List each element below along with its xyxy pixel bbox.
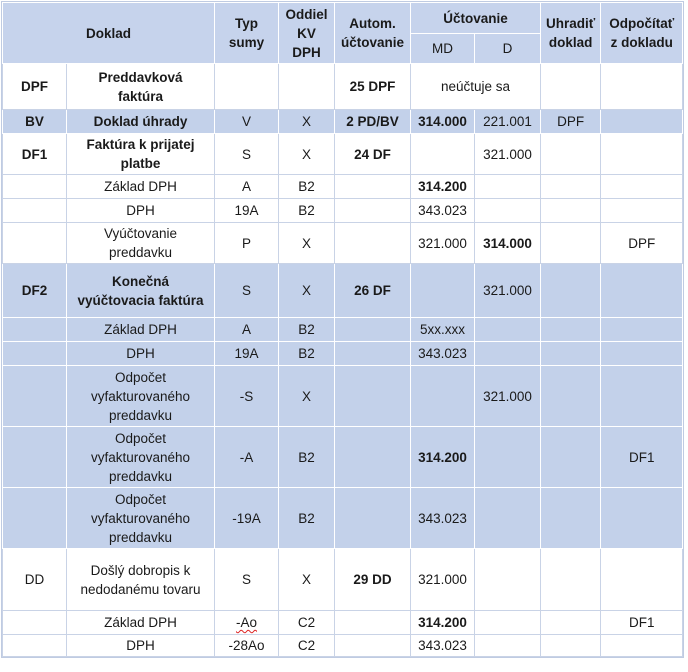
md-value — [411, 264, 475, 318]
typ-sumy: -S — [215, 366, 279, 427]
oddiel-kv: X — [279, 366, 335, 427]
odpocitat — [601, 488, 683, 549]
uhradit — [541, 549, 601, 611]
doc-code: DPF — [3, 64, 67, 110]
md-value: 5xx.xxx — [411, 318, 475, 342]
autom-uctovanie — [335, 342, 411, 366]
d-value — [475, 549, 541, 611]
uhradit — [541, 366, 601, 427]
col-header-md: MD — [411, 34, 475, 64]
col-header-typ-sumy: Typ sumy — [215, 3, 279, 64]
col-header-uhradit-doklad: Uhradiť doklad — [541, 3, 601, 64]
typ-sumy: -28Ao — [215, 635, 279, 657]
doc-code — [3, 199, 67, 223]
table-row — [3, 342, 683, 366]
autom-uctovanie — [335, 318, 411, 342]
typ-sumy: S — [215, 264, 279, 318]
doc-name: DPH — [67, 342, 215, 366]
d-value — [475, 427, 541, 488]
odpocitat — [601, 318, 683, 342]
table-row — [3, 427, 683, 488]
table-row — [3, 134, 683, 175]
uhradit — [541, 64, 601, 110]
d-value: 321.000 — [475, 134, 541, 175]
md-value: 343.023 — [411, 199, 475, 223]
doc-name: Odpočet vyfakturovaného preddavku — [67, 366, 215, 427]
odpocitat — [601, 134, 683, 175]
uhradit — [541, 318, 601, 342]
odpocitat — [601, 635, 683, 657]
doc-name: DPH — [67, 635, 215, 657]
doc-code — [3, 366, 67, 427]
uctovanie-merged: neúčtuje sa — [411, 64, 541, 110]
md-value: 321.000 — [411, 223, 475, 264]
table-row — [3, 110, 683, 134]
d-value — [475, 611, 541, 635]
uhradit — [541, 134, 601, 175]
oddiel-kv: X — [279, 264, 335, 318]
doc-name: Odpočet vyfakturovaného preddavku — [67, 427, 215, 488]
d-value: 221.001 — [475, 110, 541, 134]
d-value: 321.000 — [475, 366, 541, 427]
md-value — [411, 134, 475, 175]
d-value — [475, 175, 541, 199]
uhradit — [541, 488, 601, 549]
table-row — [3, 264, 683, 318]
d-value — [475, 635, 541, 657]
autom-uctovanie — [335, 223, 411, 264]
typ-sumy: -A — [215, 427, 279, 488]
doc-name: Preddavková faktúra — [67, 64, 215, 110]
oddiel-kv: B2 — [279, 427, 335, 488]
table-row — [3, 318, 683, 342]
doc-name: Odpočet vyfakturovaného preddavku — [67, 488, 215, 549]
uhradit — [541, 611, 601, 635]
oddiel-kv: B2 — [279, 488, 335, 549]
uhradit — [541, 264, 601, 318]
uhradit — [541, 342, 601, 366]
autom-uctovanie: 2 PD/BV — [335, 110, 411, 134]
autom-uctovanie — [335, 611, 411, 635]
d-value — [475, 342, 541, 366]
odpocitat: DF1 — [601, 611, 683, 635]
autom-uctovanie — [335, 488, 411, 549]
d-value — [475, 488, 541, 549]
typ-sumy: A — [215, 318, 279, 342]
oddiel-kv: X — [279, 549, 335, 611]
d-value — [475, 199, 541, 223]
uhradit: DPF — [541, 110, 601, 134]
md-value: 314.200 — [411, 175, 475, 199]
odpocitat — [601, 199, 683, 223]
odpocitat — [601, 264, 683, 318]
doc-code — [3, 223, 67, 264]
table-row — [3, 199, 683, 223]
doc-name: Doklad úhrady — [67, 110, 215, 134]
typ-sumy: S — [215, 549, 279, 611]
md-value: 343.023 — [411, 635, 475, 657]
table-row — [3, 635, 683, 657]
autom-uctovanie: 26 DF — [335, 264, 411, 318]
doc-name: DPH — [67, 199, 215, 223]
oddiel-kv: C2 — [279, 611, 335, 635]
odpocitat: DPF — [601, 223, 683, 264]
d-value — [475, 318, 541, 342]
odpocitat — [601, 342, 683, 366]
doc-name: Základ DPH — [67, 175, 215, 199]
oddiel-kv: B2 — [279, 175, 335, 199]
doc-code: DF2 — [3, 264, 67, 318]
doc-code: DD — [3, 549, 67, 611]
autom-uctovanie — [335, 366, 411, 427]
doc-code — [3, 427, 67, 488]
typ-sumy: -19A — [215, 488, 279, 549]
doc-code: DF1 — [3, 134, 67, 175]
typ-sumy: 19A — [215, 199, 279, 223]
oddiel-kv: B2 — [279, 199, 335, 223]
table-row — [3, 488, 683, 549]
autom-uctovanie: 29 DD — [335, 549, 411, 611]
typ-sumy: V — [215, 110, 279, 134]
oddiel-kv: X — [279, 110, 335, 134]
typ-sumy: P — [215, 223, 279, 264]
table-row — [3, 611, 683, 635]
md-value: 343.023 — [411, 488, 475, 549]
table-row — [3, 366, 683, 427]
autom-uctovanie — [335, 175, 411, 199]
table-row — [3, 175, 683, 199]
md-value: 314.200 — [411, 427, 475, 488]
typ-sumy: S — [215, 134, 279, 175]
odpocitat — [601, 64, 683, 110]
typ-sumy — [215, 64, 279, 110]
oddiel-kv: B2 — [279, 342, 335, 366]
table-row — [3, 223, 683, 264]
table-row — [3, 64, 683, 110]
d-value: 321.000 — [475, 264, 541, 318]
doc-name: Základ DPH — [67, 318, 215, 342]
md-value: 314.000 — [411, 110, 475, 134]
typ-sumy: -Ao — [215, 611, 279, 635]
doc-name: Základ DPH — [67, 611, 215, 635]
doc-name: Vyúčtovanie preddavku — [67, 223, 215, 264]
col-header-oddiel-kv-dph: Oddiel KV DPH — [279, 3, 335, 64]
typ-sumy: 19A — [215, 342, 279, 366]
md-value: 314.200 — [411, 611, 475, 635]
oddiel-kv: B2 — [279, 318, 335, 342]
doc-name: Došlý dobropis k nedodanému tovaru — [67, 549, 215, 611]
doc-name: Konečná vyúčtovacia faktúra — [67, 264, 215, 318]
col-header-odpocitat-z-dokladu: Odpočítať z dokladu — [601, 3, 683, 64]
oddiel-kv: X — [279, 134, 335, 175]
odpocitat — [601, 366, 683, 427]
col-header-d: D — [475, 34, 541, 64]
doc-code — [3, 318, 67, 342]
odpocitat — [601, 549, 683, 611]
md-value: 321.000 — [411, 549, 475, 611]
autom-uctovanie — [335, 635, 411, 657]
uhradit — [541, 635, 601, 657]
md-value — [411, 366, 475, 427]
uhradit — [541, 175, 601, 199]
uhradit — [541, 427, 601, 488]
doc-code — [3, 175, 67, 199]
autom-uctovanie: 25 DPF — [335, 64, 411, 110]
doc-code — [3, 611, 67, 635]
autom-uctovanie: 24 DF — [335, 134, 411, 175]
doc-code — [3, 488, 67, 549]
uhradit — [541, 223, 601, 264]
odpocitat — [601, 175, 683, 199]
doc-code — [3, 342, 67, 366]
doc-name: Faktúra k prijatej platbe — [67, 134, 215, 175]
autom-uctovanie — [335, 199, 411, 223]
oddiel-kv: C2 — [279, 635, 335, 657]
uhradit — [541, 199, 601, 223]
d-value: 314.000 — [475, 223, 541, 264]
md-value: 343.023 — [411, 342, 475, 366]
col-header-doklad: Doklad — [3, 3, 215, 64]
odpocitat — [601, 110, 683, 134]
table-row — [3, 549, 683, 611]
accounting-table — [2, 2, 683, 657]
odpocitat: DF1 — [601, 427, 683, 488]
autom-uctovanie — [335, 427, 411, 488]
col-header-autom-uctovanie: Autom. účtovanie — [335, 3, 411, 64]
doc-code — [3, 635, 67, 657]
oddiel-kv — [279, 64, 335, 110]
doc-code: BV — [3, 110, 67, 134]
col-header-uctovanie: Účtovanie — [411, 3, 541, 34]
oddiel-kv: X — [279, 223, 335, 264]
typ-sumy: A — [215, 175, 279, 199]
